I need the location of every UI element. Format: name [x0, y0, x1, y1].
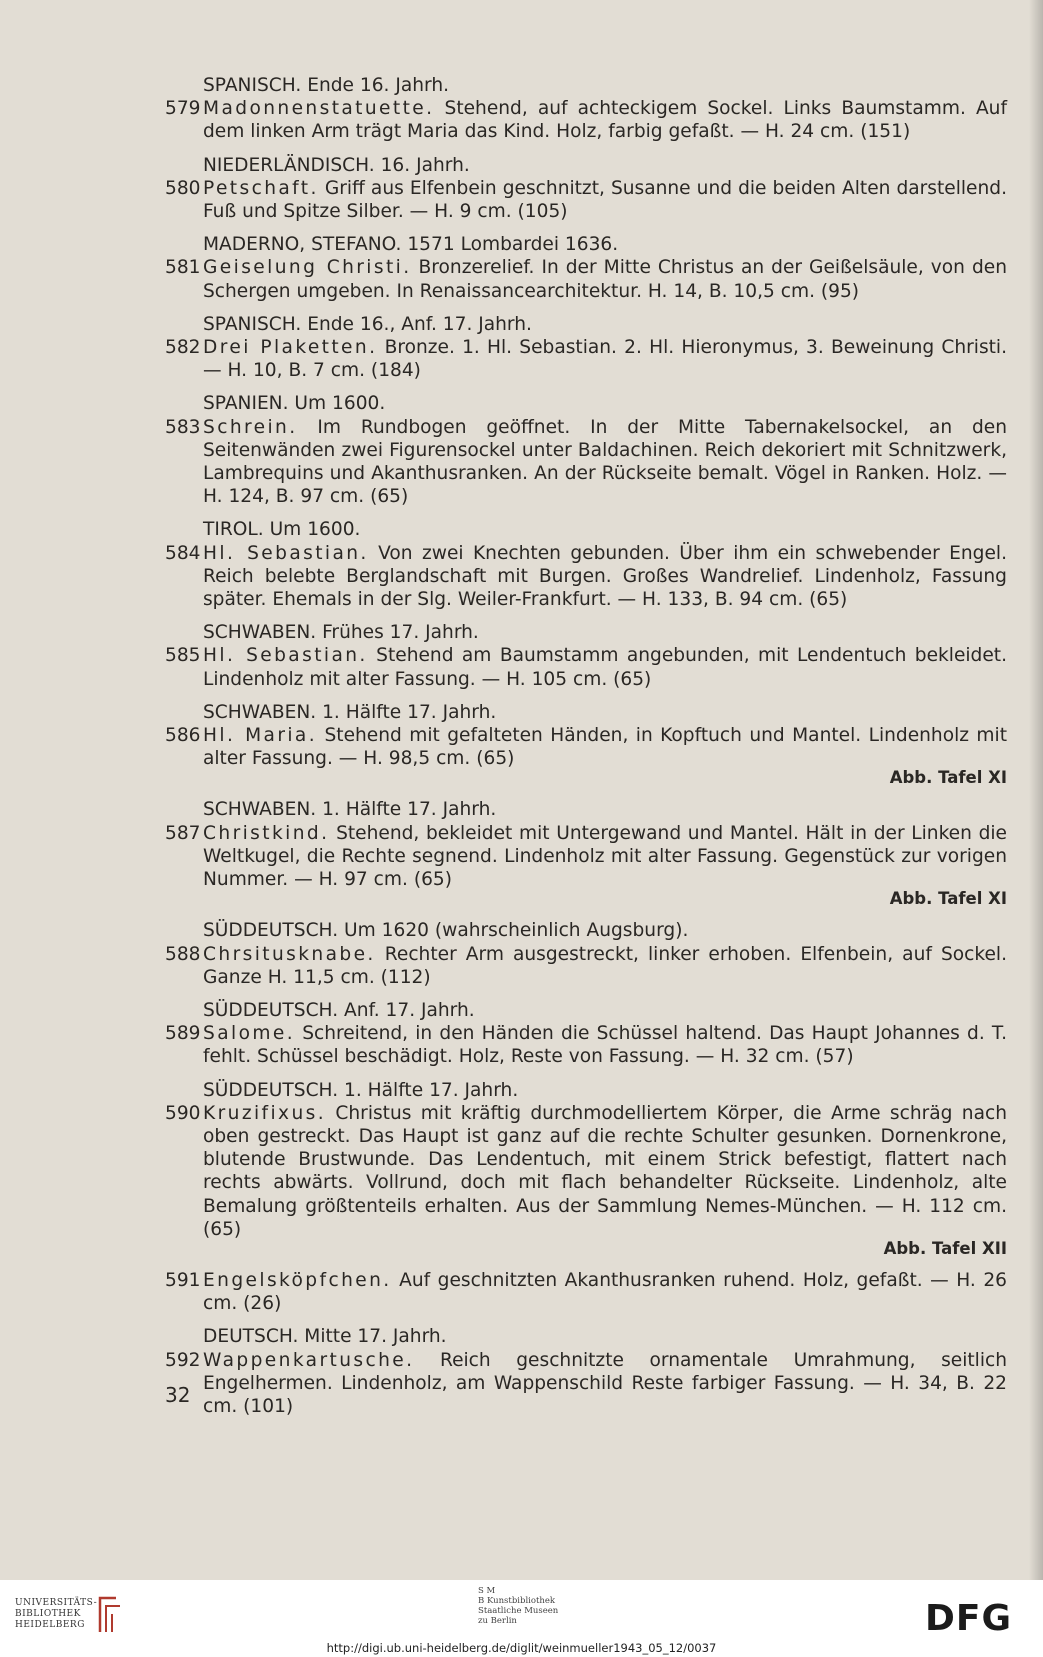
- lot-description: [203, 97, 1027, 143]
- lot-number: 591: [165, 1269, 201, 1291]
- catalog-entry: [165, 256, 1027, 302]
- lot-title: Hl. Sebastian.: [203, 645, 368, 667]
- section-heading: SPANIEN. Um 1600.: [203, 393, 386, 415]
- library-name: [15, 1598, 97, 1631]
- lot-description: [203, 256, 1027, 302]
- lot-body: Auf geschnitzten Akanthusranken ruhend. Holz, gefaßt. — H. 26 cm. (26): [203, 1269, 1007, 1315]
- lot-description: [203, 177, 1027, 223]
- lot-body: Schreitend, in den Händen die Schüssel haltend. Das Haupt Johannes d. T. fehlt. Schüssel beschädigt. Holz, Reste von Fassung. — H. 32 cm. (57): [203, 1023, 1007, 1068]
- section-heading: SÜDDEUTSCH. Anf. 17. Jahrh.: [203, 999, 475, 1021]
- lot-description: [203, 1022, 1027, 1068]
- lot-body: Christus mit kräftig durchmodelliertem Körper, die Arme schräg nach oben gestreckt. Das Haupt ist ganz auf die rechte Schulter gesunken. Dornenkrone, blutende Brustwunde. Das Lendentuch, mit einem Strick befestigt, flattert nach rechts abwärts. Vollrund, doch mit flach behandelter Rückseite. Lindenholz, alte Bemalung größtenteils erhalten. Aus der Sammlung Nemes-München. — H. 112 cm. (65): [203, 1102, 1007, 1240]
- catalog-entry: [165, 1269, 1027, 1315]
- lot-description: [203, 724, 1027, 788]
- section-heading: SPANISCH. Ende 16. Jahrh.: [203, 75, 450, 96]
- stamp-line: zu Berlin: [478, 1616, 517, 1626]
- catalog-entry: [165, 1022, 1027, 1068]
- section-heading: SPANISCH. Ende 16., Anf. 17. Jahrh.: [203, 313, 532, 335]
- source-url[interactable]: http://digi.ub.uni-heidelberg.de/diglit/weinmueller1943_05_12/0037: [326, 1641, 717, 1655]
- section-heading: SÜDDEUTSCH. Um 1620 (wahrscheinlich Augsburg).: [203, 920, 689, 942]
- lot-number: 586: [165, 725, 201, 747]
- lot-number: 581: [165, 257, 201, 279]
- lot-body: Stehend mit gefalteten Händen, in Kopftuch und Mantel. Lindenholz mit alter Fassung. — H. 98,5 cm. (65): [203, 725, 1007, 770]
- catalog-entry: [165, 542, 1027, 612]
- lot-body: Bronzerelief. In der Mitte Christus an der Geißelsäule, von den Schergen umgeben. In Renaissancearchitektur. H. 14, B. 10,5 cm. (95): [203, 257, 1007, 302]
- section-heading: SCHWABEN. 1. Hälfte 17. Jahrh.: [203, 701, 497, 723]
- section-heading: SÜDDEUTSCH. 1. Hälfte 17. Jahrh.: [203, 1079, 519, 1101]
- stamp-line: S M: [478, 1586, 496, 1596]
- lot-body: Stehend, auf achteckigem Sockel. Links Baumstamm. Auf dem linken Arm trägt Maria das Kind. Holz, farbig gefaßt. — H. 24 cm. (151): [203, 98, 1007, 143]
- section-heading: MADERNO, STEFANO. 1571 Lombardei 1636.: [203, 234, 619, 256]
- lot-description: [203, 1349, 1027, 1419]
- section-heading: SCHWABEN. 1. Hälfte 17. Jahrh.: [203, 799, 497, 821]
- catalog-entry: [165, 724, 1027, 788]
- lot-description: [203, 1269, 1027, 1315]
- footer: [0, 1580, 1043, 1657]
- plate-reference: Abb. Tafel XI: [889, 889, 1007, 909]
- lot-description: [203, 416, 1027, 509]
- section-heading: NIEDERLÄNDISCH. 16. Jahrh.: [203, 154, 470, 176]
- lot-number: 583: [165, 416, 201, 438]
- catalog-entry: [165, 644, 1027, 690]
- lot-title: Petschaft.: [203, 177, 319, 199]
- plate-reference: Abb. Tafel XI: [889, 768, 1007, 788]
- lot-body: Stehend am Baumstamm angebunden, mit Lendentuch bekleidet. Lindenholz mit alter Fassung. — H. 105 cm. (65): [203, 645, 1007, 690]
- catalog-entry: [165, 416, 1027, 509]
- library-line: BIBLIOTHEK: [15, 1609, 81, 1619]
- lot-title: Hl. Maria.: [203, 725, 318, 747]
- lot-number: 582: [165, 337, 201, 359]
- lot-body: Reich geschnitzte ornamentale Umrahmung, seitlich Engelhermen. Lindenholz, am Wappenschild Reste farbiger Fassung. — H. 34, B. 22 cm. (101): [203, 1349, 1007, 1417]
- catalog-entry: [165, 336, 1027, 382]
- page-number: 32: [165, 1383, 191, 1407]
- lot-body: Im Rundbogen geöffnet. In der Mitte Tabernakelsockel, an den Seitenwänden zwei Figurensockel unter Baldachinen. Reich dekoriert mit Schnitzwerk, Lambrequins und Akanthusranken. An der Rückseite bemalt. Vögel in Ranken. Holz. — H. 124, B. 97 cm. (65): [203, 416, 1007, 508]
- lot-title: Hl. Sebastian.: [203, 542, 369, 564]
- lot-title: Wappenkartusche.: [203, 1349, 415, 1371]
- library-logo-icon: [96, 1592, 124, 1636]
- lot-title: Madonnenstatuette.: [203, 98, 435, 120]
- library-line: UNIVERSITÄTS-: [15, 1598, 98, 1608]
- lot-description: [203, 1102, 1027, 1259]
- lot-number: 580: [165, 177, 201, 199]
- catalog-list: [165, 74, 1027, 1418]
- lot-title: Salome.: [203, 1023, 296, 1045]
- lot-title: Engelsköpfchen.: [203, 1269, 392, 1291]
- lot-body: Von zwei Knechten gebunden. Über ihm ein schwebender Engel. Reich belebte Berglandschaft mit Burgen. Großes Wandrelief. Lindenholz, Fassung später. Ehemals in der Slg. Weiler-Frankfurt. — H. 133, B. 94 cm. (65): [203, 542, 1007, 611]
- lot-title: Geiselung Christi.: [203, 257, 412, 279]
- lot-title: Kruzifixus.: [203, 1102, 327, 1124]
- section-heading: TIROL. Um 1600.: [203, 519, 361, 541]
- lot-description: [203, 943, 1027, 989]
- catalog-entry: [165, 822, 1027, 910]
- lot-body: Griff aus Elfenbein geschnitzt, Susanne und die beiden Alten darstellend. Fuß und Spitze Silber. — H. 9 cm. (105): [203, 177, 1007, 223]
- section-heading: DEUTSCH. Mitte 17. Jahrh.: [203, 1326, 447, 1348]
- stamp-line: B Kunstbibliothek: [478, 1596, 556, 1606]
- lot-body: Rechter Arm ausgestreckt, linker erhoben. Elfenbein, auf Sockel. Ganze H. 11,5 cm. (112): [203, 943, 1007, 988]
- catalog-entry: [165, 1349, 1027, 1419]
- lot-number: 587: [165, 822, 201, 844]
- dfg-logo: DFG: [925, 1598, 1013, 1639]
- lot-body: Stehend, bekleidet mit Untergewand und Mantel. Hält in der Linken die Weltkugel, die Rechte segnend. Lindenholz mit alter Fassung. Gegenstück zur vorigen Nummer. — H. 97 cm. (65): [203, 822, 1007, 891]
- lot-number: 584: [165, 542, 201, 564]
- plate-reference: Abb. Tafel XII: [883, 1238, 1007, 1258]
- library-line: HEIDELBERG: [15, 1620, 85, 1630]
- lot-title: Schrein.: [203, 416, 298, 438]
- lot-description: [203, 336, 1027, 382]
- section-heading: SCHWABEN. Frühes 17. Jahrh.: [203, 622, 479, 644]
- lot-title: Chrsitusknabe.: [203, 943, 376, 965]
- lot-description: [203, 542, 1027, 612]
- lot-body: Bronze. 1. Hl. Sebastian. 2. Hl. Hieronymus, 3. Beweinung Christi. — H. 10, B. 7 cm. (184): [203, 337, 1007, 382]
- museum-stamp: [478, 1586, 558, 1626]
- lot-description: [203, 644, 1027, 690]
- lot-title: Christkind.: [203, 822, 330, 844]
- lot-number: 579: [165, 98, 201, 120]
- lot-title: Drei Plaketten.: [203, 337, 378, 359]
- catalog-entry: [165, 1102, 1027, 1259]
- catalog-entry: [165, 97, 1027, 143]
- lot-number: 585: [165, 645, 201, 667]
- lot-number: 589: [165, 1023, 201, 1045]
- lot-number: 592: [165, 1349, 201, 1371]
- lot-number: 590: [165, 1102, 201, 1124]
- lot-number: 588: [165, 943, 201, 965]
- stamp-line: Staatliche Museen: [478, 1606, 559, 1616]
- catalog-entry: [165, 177, 1027, 223]
- lot-description: [203, 822, 1027, 910]
- catalog-entry: [165, 943, 1027, 989]
